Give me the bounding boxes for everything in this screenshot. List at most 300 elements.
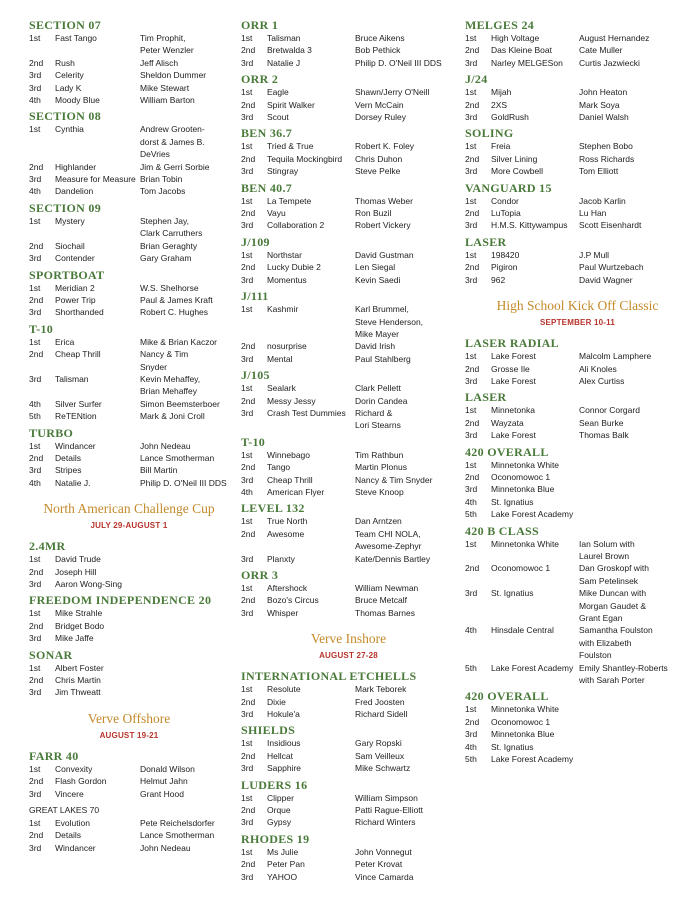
place: 3rd bbox=[465, 274, 478, 285]
place: 3rd bbox=[29, 842, 42, 853]
result-row bbox=[465, 111, 690, 123]
result-row bbox=[29, 161, 229, 173]
result-row bbox=[465, 741, 690, 753]
entry: Vincere bbox=[55, 788, 84, 799]
entry bbox=[267, 419, 355, 431]
place: 3rd bbox=[241, 763, 254, 774]
result-row bbox=[241, 195, 456, 207]
results-column-right bbox=[465, 18, 690, 765]
skipper bbox=[579, 716, 690, 728]
skipper: William Barton bbox=[140, 95, 195, 106]
skipper: Sam Veilleux bbox=[355, 750, 405, 761]
result-row bbox=[29, 410, 229, 422]
skipper bbox=[579, 753, 690, 765]
place: 2nd bbox=[29, 294, 44, 305]
entry: Stingray bbox=[267, 166, 299, 177]
entry: Bridget Bodo bbox=[55, 620, 105, 631]
class-heading: 2.4MR bbox=[29, 539, 66, 554]
skipper: Samantha Foulston bbox=[579, 625, 653, 636]
result-row bbox=[241, 816, 456, 828]
entry bbox=[55, 136, 140, 148]
skipper: Dan Arntzen bbox=[355, 516, 402, 527]
skipper: John Nedeau bbox=[140, 440, 191, 451]
result-row bbox=[465, 363, 690, 375]
entry: St. Ignatius bbox=[491, 496, 534, 507]
result-row bbox=[465, 99, 690, 111]
entry: Tried & True bbox=[267, 141, 314, 152]
skipper: Mike & Brian Kaczor bbox=[140, 336, 217, 347]
result-row bbox=[29, 94, 229, 106]
entry: H.M.S. Kittywampus bbox=[491, 220, 568, 231]
entry: More Cowbell bbox=[491, 166, 543, 177]
place: 2nd bbox=[241, 462, 256, 473]
entry: Aftershock bbox=[267, 583, 308, 593]
place: 3rd bbox=[241, 112, 254, 123]
place bbox=[29, 44, 55, 56]
entry: Talisman bbox=[267, 33, 301, 43]
entry: Silver Lining bbox=[491, 153, 538, 164]
skipper: Awesome-Zephyr bbox=[355, 541, 422, 552]
place bbox=[465, 637, 491, 649]
result-row bbox=[241, 461, 456, 473]
skipper: Steve Henderson, bbox=[355, 316, 424, 327]
result-row bbox=[241, 858, 456, 870]
skipper: Robert K. Foley bbox=[355, 141, 415, 152]
result-row bbox=[241, 683, 456, 695]
entry bbox=[491, 674, 579, 686]
result-row bbox=[465, 86, 690, 98]
skipper: Morgan Gaudet & bbox=[579, 600, 647, 611]
result-row bbox=[29, 373, 229, 385]
place bbox=[29, 227, 55, 239]
result-row bbox=[241, 449, 456, 461]
skipper bbox=[140, 632, 229, 644]
class-heading: FARR 40 bbox=[29, 748, 79, 763]
entry: Grosse Ile bbox=[491, 363, 530, 374]
result-row bbox=[465, 375, 690, 387]
place: 1st bbox=[241, 304, 253, 315]
skipper: Richard Sidell bbox=[355, 709, 408, 720]
result-row bbox=[465, 649, 690, 661]
place: 2nd bbox=[241, 805, 256, 816]
result-row bbox=[241, 486, 456, 498]
result-row bbox=[29, 829, 229, 841]
class-heading: LEVEL 132 bbox=[241, 501, 305, 516]
class-heading: VANGUARD 15 bbox=[465, 180, 552, 195]
skipper: Lance Smotherman bbox=[140, 452, 215, 463]
entry bbox=[491, 612, 579, 624]
class-heading: SECTION 09 bbox=[29, 200, 102, 215]
place: 3rd bbox=[465, 166, 478, 177]
class-heading: J/109 bbox=[241, 234, 270, 249]
result-row bbox=[241, 44, 456, 56]
result-row bbox=[241, 395, 456, 407]
place bbox=[465, 575, 491, 587]
entry: St. Ignatius bbox=[491, 588, 534, 599]
entry bbox=[55, 385, 140, 397]
place: 3rd bbox=[29, 687, 42, 698]
class-heading: J/105 bbox=[241, 368, 270, 383]
skipper: Kevin Mehaffey, bbox=[140, 373, 201, 384]
event-date: AUGUST 19-21 bbox=[99, 730, 159, 740]
result-row bbox=[465, 165, 690, 177]
result-row bbox=[465, 44, 690, 56]
class-heading: J/24 bbox=[465, 72, 488, 87]
result-row bbox=[241, 165, 456, 177]
skipper: David Gustman bbox=[355, 249, 414, 260]
result-row bbox=[465, 219, 690, 231]
entry: Stripes bbox=[55, 465, 82, 476]
place: 1st bbox=[29, 818, 41, 829]
skipper: Tom Jacobs bbox=[140, 186, 186, 197]
result-row bbox=[241, 708, 456, 720]
skipper: Ron Buzil bbox=[355, 208, 392, 219]
skipper: Bruce Aikens bbox=[355, 33, 405, 43]
place: 3rd bbox=[29, 70, 42, 81]
entry: Erica bbox=[55, 336, 75, 347]
entry: Mike Jaffe bbox=[55, 633, 94, 644]
entry: Cheap Thrill bbox=[55, 349, 101, 360]
skipper: Sheldon Dummer bbox=[140, 70, 207, 81]
result-row bbox=[465, 429, 690, 441]
result-row bbox=[465, 153, 690, 165]
result-row bbox=[465, 274, 690, 286]
entry: 2XS bbox=[491, 99, 508, 110]
skipper: Sam Petelinsek bbox=[579, 575, 639, 586]
place: 2nd bbox=[241, 341, 256, 352]
entry: Convexity bbox=[55, 763, 93, 774]
skipper: Daniel Walsh bbox=[579, 112, 629, 123]
result-row bbox=[241, 792, 456, 804]
result-row bbox=[465, 624, 690, 636]
place bbox=[465, 674, 491, 686]
place: 3rd bbox=[465, 57, 478, 68]
skipper: Brian Mehaffey bbox=[140, 386, 198, 397]
result-row bbox=[29, 632, 229, 644]
place: 1st bbox=[465, 459, 477, 470]
skipper bbox=[140, 553, 229, 565]
skipper: William Simpson bbox=[355, 792, 418, 803]
place: 4th bbox=[465, 496, 477, 507]
result-row bbox=[29, 464, 229, 476]
result-row bbox=[465, 195, 690, 207]
result-row bbox=[29, 674, 229, 686]
class-heading: 420 OVERALL bbox=[465, 689, 549, 704]
skipper: John Vonnegut bbox=[355, 846, 412, 857]
result-row bbox=[465, 261, 690, 273]
place: 3rd bbox=[241, 709, 254, 720]
result-row bbox=[29, 440, 229, 452]
entry: Hokule'a bbox=[267, 709, 300, 720]
place: 3rd bbox=[29, 253, 42, 264]
place bbox=[465, 612, 491, 624]
entry: Pigiron bbox=[491, 262, 518, 273]
entry: Hellcat bbox=[267, 750, 293, 761]
result-row bbox=[29, 336, 229, 348]
result-row bbox=[241, 111, 456, 123]
place: 2nd bbox=[241, 395, 256, 406]
entry: Gypsy bbox=[267, 817, 292, 828]
place bbox=[465, 600, 491, 612]
entry: 962 bbox=[491, 274, 506, 285]
place: 3rd bbox=[465, 430, 478, 441]
place: 2nd bbox=[241, 99, 256, 110]
place: 1st bbox=[29, 662, 41, 673]
class-heading: LUDERS 16 bbox=[241, 777, 308, 792]
place: 3rd bbox=[465, 375, 478, 386]
entry: Narley MELGESon bbox=[491, 57, 563, 68]
skipper: Philip D. O'Neil III DDS bbox=[140, 477, 227, 488]
skipper: Snyder bbox=[140, 361, 167, 372]
class-heading: T-10 bbox=[29, 321, 54, 336]
result-row bbox=[29, 185, 229, 197]
place: 3rd bbox=[241, 607, 254, 618]
skipper: Team CHI NOLA, bbox=[355, 528, 421, 539]
result-row bbox=[465, 587, 690, 599]
result-row bbox=[465, 471, 690, 483]
result-row bbox=[241, 582, 456, 594]
skipper: with Sarah Porter bbox=[579, 675, 645, 686]
result-row bbox=[241, 474, 456, 486]
class-heading: BEN 36.7 bbox=[241, 126, 293, 141]
skipper: Thomas Weber bbox=[355, 195, 413, 206]
skipper: Mike Schwartz bbox=[355, 763, 411, 774]
entry: Mijah bbox=[491, 87, 512, 98]
skipper: Dorin Candea bbox=[355, 395, 408, 406]
place: 1st bbox=[241, 738, 253, 749]
result-row bbox=[465, 207, 690, 219]
place: 1st bbox=[29, 554, 41, 565]
place: 2nd bbox=[241, 153, 256, 164]
entry: Condor bbox=[491, 195, 519, 206]
place: 2nd bbox=[29, 161, 44, 172]
place: 3rd bbox=[29, 82, 42, 93]
place: 3rd bbox=[29, 307, 42, 318]
skipper: Andrew Grooten- bbox=[140, 124, 205, 135]
entry bbox=[491, 575, 579, 587]
result-row bbox=[465, 140, 690, 152]
entry: Lake Forest bbox=[491, 375, 536, 386]
place: 1st bbox=[465, 351, 477, 362]
result-row bbox=[465, 716, 690, 728]
result-row bbox=[465, 57, 690, 69]
skipper: Kevin Saedi bbox=[355, 274, 401, 285]
skipper: Peter Krovat bbox=[355, 859, 403, 870]
entry: Das Kleine Boat bbox=[491, 45, 552, 56]
entry: Silver Surfer bbox=[55, 398, 102, 409]
entry: Celerity bbox=[55, 70, 84, 81]
result-row bbox=[241, 32, 456, 44]
place: 1st bbox=[241, 583, 253, 593]
class-heading: SPORTBOAT bbox=[29, 267, 105, 282]
class-heading: T-10 bbox=[241, 434, 266, 449]
skipper: Foulston bbox=[579, 650, 612, 661]
entry: Contender bbox=[55, 253, 95, 264]
entry: Mike Strahle bbox=[55, 608, 103, 619]
entry: David Trude bbox=[55, 554, 101, 565]
result-row bbox=[465, 508, 690, 520]
event-date: SEPTEMBER 10-11 bbox=[539, 318, 616, 328]
entry: Winnebago bbox=[267, 449, 311, 460]
place bbox=[465, 649, 491, 661]
entry: Siochail bbox=[55, 240, 85, 251]
skipper: Lu Han bbox=[579, 208, 607, 219]
place: 2nd bbox=[241, 208, 256, 219]
skipper: Jacob Karlin bbox=[579, 195, 626, 206]
result-row bbox=[465, 249, 690, 261]
skipper: Alex Curtiss bbox=[579, 375, 625, 386]
place: 5th bbox=[465, 754, 477, 765]
result-row bbox=[29, 215, 229, 227]
results-column-middle bbox=[241, 18, 456, 883]
result-row bbox=[29, 294, 229, 306]
skipper: Lori Stearns bbox=[355, 420, 401, 431]
entry: Lake Forest Academy bbox=[491, 754, 574, 765]
class-heading: RHODES 19 bbox=[241, 831, 310, 846]
class-heading: SONAR bbox=[29, 647, 73, 662]
place: 1st bbox=[465, 33, 477, 43]
place: 5th bbox=[465, 662, 477, 673]
skipper bbox=[140, 566, 229, 578]
skipper: John Heaton bbox=[579, 87, 628, 98]
place: 4th bbox=[465, 741, 477, 752]
result-row bbox=[29, 173, 229, 185]
place: 1st bbox=[465, 405, 477, 416]
skipper: Scott Eisenhardt bbox=[579, 220, 642, 231]
result-row bbox=[241, 750, 456, 762]
place: 1st bbox=[241, 249, 253, 260]
skipper: Cate Muller bbox=[579, 45, 623, 56]
skipper: Peter Wenzler bbox=[140, 45, 194, 56]
result-row bbox=[29, 398, 229, 410]
skipper bbox=[579, 471, 690, 483]
skipper bbox=[140, 662, 229, 674]
entry: Natalie J. bbox=[55, 477, 91, 488]
entry: Messy Jessy bbox=[267, 395, 316, 406]
place: 1st bbox=[29, 215, 41, 226]
skipper: Philip D. O'Neil III DDS bbox=[355, 57, 442, 68]
place: 3rd bbox=[241, 166, 254, 177]
result-row bbox=[29, 32, 229, 44]
result-row bbox=[241, 407, 456, 419]
entry: Insidious bbox=[267, 738, 301, 749]
result-row bbox=[241, 86, 456, 98]
entry: Lake Forest bbox=[491, 430, 536, 441]
place: 1st bbox=[29, 124, 41, 135]
result-row bbox=[241, 696, 456, 708]
skipper: Stephen Jay, bbox=[140, 215, 189, 226]
entry: Vayu bbox=[267, 208, 286, 219]
result-row bbox=[241, 540, 456, 552]
skipper: Tim Prophit, bbox=[140, 33, 186, 43]
class-heading: MELGES 24 bbox=[465, 18, 535, 32]
place: 2nd bbox=[465, 208, 480, 219]
entry: Northstar bbox=[267, 249, 302, 260]
skipper: Bruce Metcalf bbox=[355, 595, 407, 606]
skipper: Kate/Dennis Bartley bbox=[355, 553, 431, 564]
result-row bbox=[241, 57, 456, 69]
class-heading: ORR 1 bbox=[241, 18, 279, 32]
skipper bbox=[579, 483, 690, 495]
entry: Lake Forest Academy bbox=[491, 662, 574, 673]
place: 2nd bbox=[241, 45, 256, 56]
skipper: Richard Winters bbox=[355, 817, 416, 828]
skipper: W.S. Shelhorse bbox=[140, 282, 199, 293]
class-heading: GREAT LAKES 70 bbox=[29, 805, 100, 816]
skipper: Patti Rague-Elliott bbox=[355, 805, 424, 816]
result-row bbox=[241, 871, 456, 883]
place: 2nd bbox=[465, 716, 480, 727]
result-row bbox=[241, 207, 456, 219]
entry: Moody Blue bbox=[55, 95, 100, 106]
skipper: Paul & James Kraft bbox=[140, 294, 213, 305]
entry: Wayzata bbox=[491, 417, 524, 428]
entry: ReTENtion bbox=[55, 411, 97, 422]
entry: Minnetonka Blue bbox=[491, 729, 555, 740]
place bbox=[29, 136, 55, 148]
result-row bbox=[465, 417, 690, 429]
result-row bbox=[29, 227, 229, 239]
result-row bbox=[29, 553, 229, 565]
place: 1st bbox=[29, 33, 41, 43]
place: 3rd bbox=[241, 353, 254, 364]
entry: 198420 bbox=[491, 249, 520, 260]
place: 3rd bbox=[241, 553, 254, 564]
skipper: Mark Soya bbox=[579, 99, 620, 110]
place: 2nd bbox=[241, 528, 256, 539]
place bbox=[29, 385, 55, 397]
skipper: Lance Smotherman bbox=[140, 830, 215, 841]
place: 3rd bbox=[29, 174, 42, 185]
entry: Scout bbox=[267, 112, 289, 123]
result-row bbox=[465, 674, 690, 686]
entry: Orque bbox=[267, 805, 291, 816]
skipper: Nancy & Tim Snyder bbox=[355, 474, 433, 485]
skipper: Paul Wurtzebach bbox=[579, 262, 644, 273]
entry: Dixie bbox=[267, 696, 286, 707]
place: 1st bbox=[29, 763, 41, 774]
skipper: Dan Groskopf with bbox=[579, 563, 649, 574]
place: 3rd bbox=[29, 633, 42, 644]
entry: Bretwalda 3 bbox=[267, 45, 312, 56]
place: 2nd bbox=[29, 57, 44, 68]
result-row bbox=[465, 538, 690, 550]
place: 1st bbox=[465, 87, 477, 98]
skipper bbox=[579, 496, 690, 508]
place: 3rd bbox=[241, 407, 254, 418]
place: 1st bbox=[241, 195, 253, 206]
entry: Minnetonka White bbox=[491, 459, 560, 470]
entry bbox=[491, 637, 579, 649]
entry: True North bbox=[267, 516, 308, 527]
result-row bbox=[29, 148, 229, 160]
result-row bbox=[241, 553, 456, 565]
entry: Cheap Thrill bbox=[267, 474, 313, 485]
entry: Dandelion bbox=[55, 186, 94, 197]
entry: High Voltage bbox=[491, 33, 540, 43]
entry: Collaboration 2 bbox=[267, 220, 325, 231]
entry: Crash Test Dummies bbox=[267, 407, 346, 418]
skipper: Karl Brummel, bbox=[355, 304, 409, 315]
result-row bbox=[29, 620, 229, 632]
skipper bbox=[579, 459, 690, 471]
entry: Power Trip bbox=[55, 294, 96, 305]
result-row bbox=[465, 612, 690, 624]
place: 2nd bbox=[465, 471, 480, 482]
skipper: Ali Knoles bbox=[579, 363, 617, 374]
entry: Ms Julie bbox=[267, 846, 299, 857]
place: 2nd bbox=[29, 349, 44, 360]
